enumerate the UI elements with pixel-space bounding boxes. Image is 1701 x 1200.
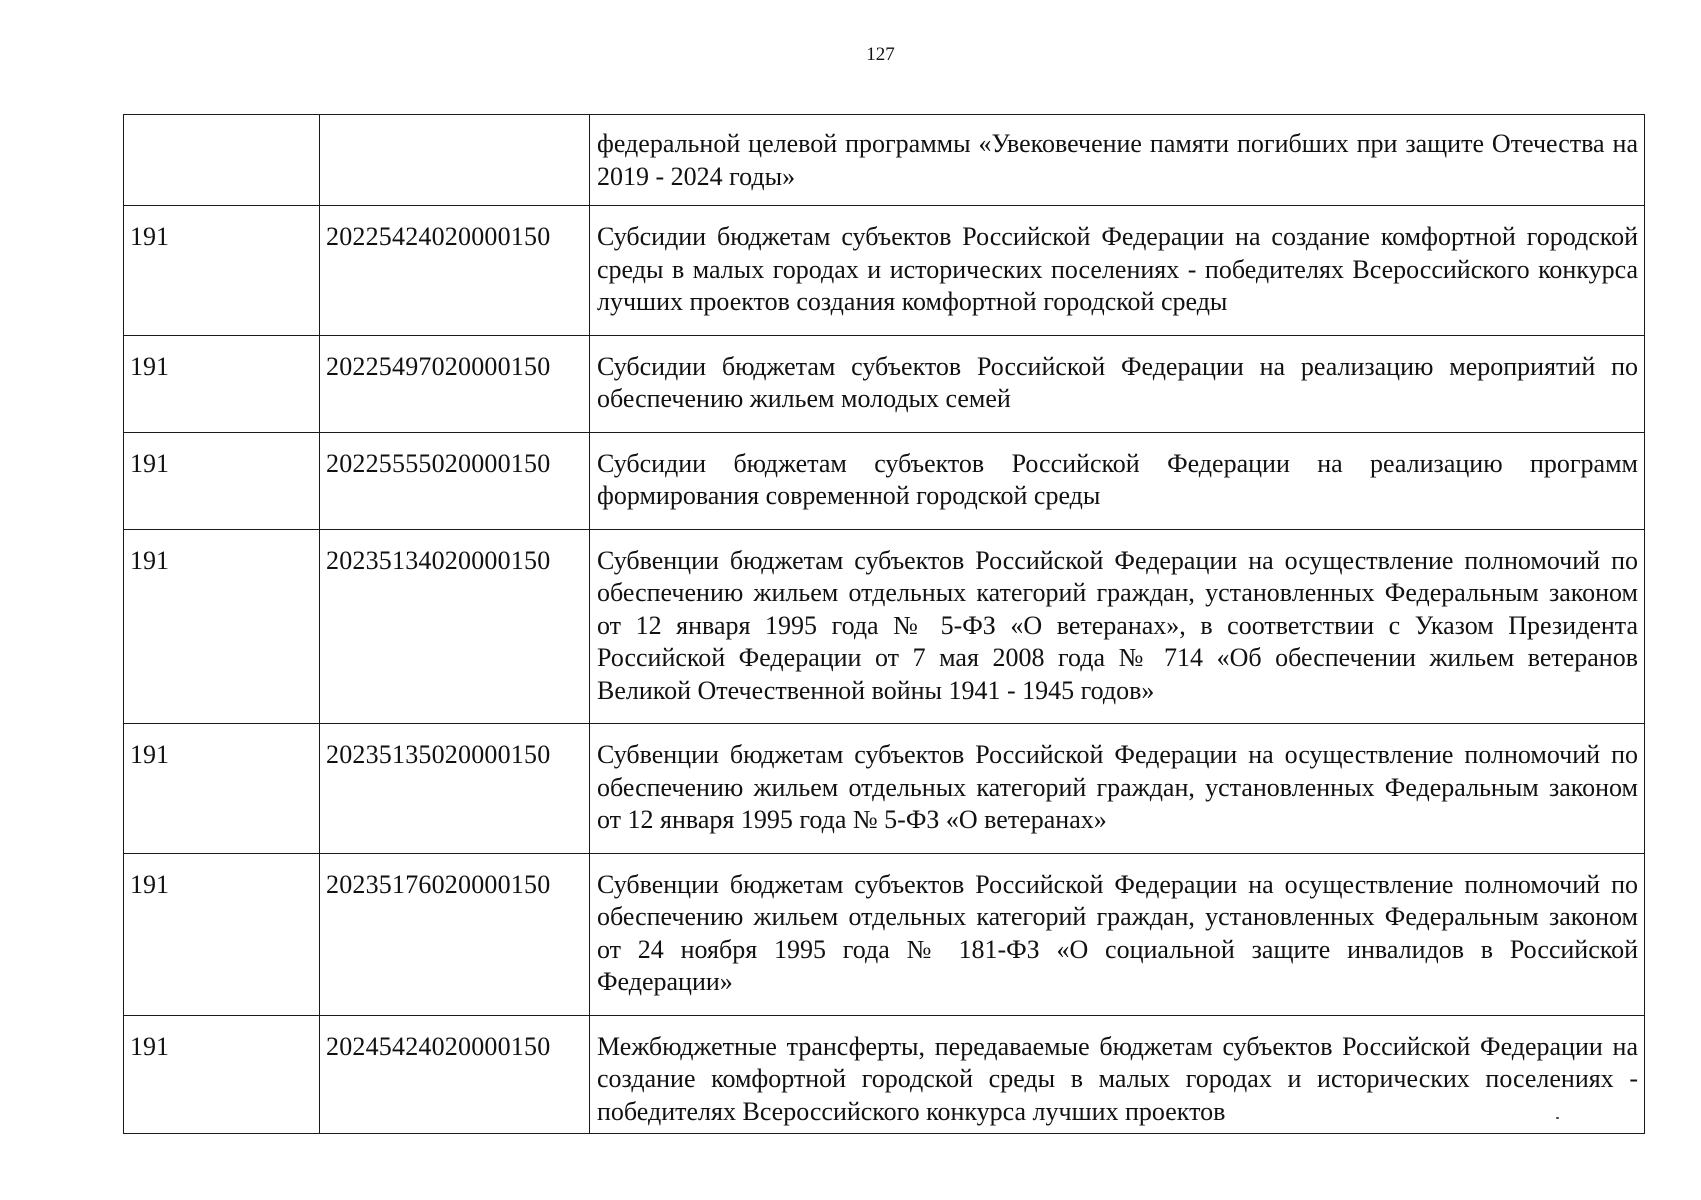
revenue-description-cell: Межбюджетные трансферты, передаваемые бюджетам субъектов Российской Федерации на создание комфортной городской среды в малых городах и исторических поселениях - победителях Всероссийского конкурса лучших проектов — [590, 1015, 1645, 1134]
budget-codes-table — [123, 114, 1645, 1134]
revenue-code-cell: 20245424020000150 — [320, 1015, 590, 1134]
page-number: 127 — [866, 44, 895, 65]
table-row — [124, 529, 1645, 724]
revenue-description-cell: федеральной целевой программы «Увековечение памяти погибших при защите Отечества на 2019 - 2024 годы» — [590, 115, 1645, 206]
revenue-description-cell: Субсидии бюджетам субъектов Российской Федерации на реализацию мероприятий по обеспечению жильем молодых семей — [590, 335, 1645, 432]
administrator-code-cell: 191 — [124, 724, 320, 854]
table-row — [124, 1015, 1645, 1134]
revenue-description-cell: Субвенции бюджетам субъектов Российской Федерации на осуществление полномочий по обеспечению жильем отдельных категорий граждан, установленных Федеральным законом от 12 января 1995 года № 5-ФЗ «О ветеранах», в соответствии с Указом Президента Российской Федерации от 7 мая 2008 года № 714 «Об обеспечении жильем ветеранов Великой Отечественной войны 1941 - 1945 годов» — [590, 529, 1645, 724]
revenue-code-cell — [320, 115, 590, 206]
table-row — [124, 335, 1645, 432]
table-row — [124, 206, 1645, 336]
administrator-code-cell: 191 — [124, 335, 320, 432]
administrator-code-cell: 191 — [124, 529, 320, 724]
table-row — [124, 432, 1645, 529]
revenue-code-cell: 20225424020000150 — [320, 206, 590, 336]
administrator-code-cell: 191 — [124, 432, 320, 529]
revenue-code-cell: 20235135020000150 — [320, 724, 590, 854]
administrator-code-cell: 191 — [124, 206, 320, 336]
administrator-code-cell: 191 — [124, 1015, 320, 1134]
revenue-code-cell: 20235134020000150 — [320, 529, 590, 724]
table-row — [124, 115, 1645, 206]
revenue-code-cell: 20225497020000150 — [320, 335, 590, 432]
revenue-description-cell: Субвенции бюджетам субъектов Российской Федерации на осуществление полномочий по обеспечению жильем отдельных категорий граждан, установленных Федеральным законом от 12 января 1995 года № 5-ФЗ «О ветеранах» — [590, 724, 1645, 854]
scan-speck — [1556, 1117, 1559, 1119]
table-row — [124, 724, 1645, 854]
administrator-code-cell: 191 — [124, 853, 320, 1015]
administrator-code-cell — [124, 115, 320, 206]
revenue-code-cell: 20235176020000150 — [320, 853, 590, 1015]
revenue-code-cell: 20225555020000150 — [320, 432, 590, 529]
table-row — [124, 853, 1645, 1015]
revenue-description-cell: Субсидии бюджетам субъектов Российской Федерации на реализацию программ формирования современной городской среды — [590, 432, 1645, 529]
revenue-description-cell: Субсидии бюджетам субъектов Российской Федерации на создание комфортной городской среды в малых городах и исторических поселениях - победителях Всероссийского конкурса лучших проектов создания комфортной городской среды — [590, 206, 1645, 336]
revenue-description-cell: Субвенции бюджетам субъектов Российской Федерации на осуществление полномочий по обеспечению жильем отдельных категорий граждан, установленных Федеральным законом от 24 ноября 1995 года № 181-ФЗ «О социальной защите инвалидов в Российской Федерации» — [590, 853, 1645, 1015]
